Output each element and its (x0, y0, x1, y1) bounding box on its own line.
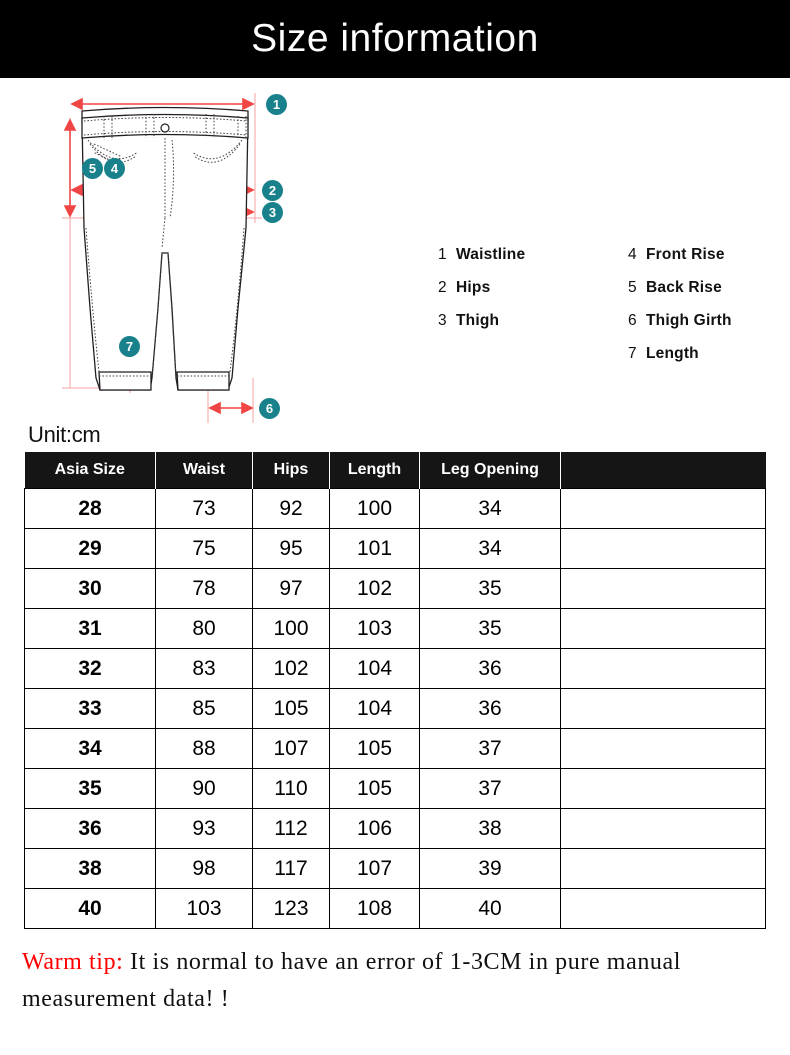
legend-number: 3 (438, 312, 447, 329)
cell-value: 35 (420, 609, 561, 649)
cell-value: 83 (156, 649, 253, 689)
diagram-badge-6: 6 (259, 398, 280, 419)
cell-value: 36 (420, 649, 561, 689)
cell-value: 103 (156, 889, 253, 929)
cell-value: 85 (156, 689, 253, 729)
cell-blank (561, 609, 766, 649)
measurement-diagram (0, 78, 420, 423)
cell-value: 37 (420, 769, 561, 809)
cell-value: 107 (330, 849, 420, 889)
cell-value: 112 (253, 809, 330, 849)
cell-value: 78 (156, 569, 253, 609)
cell-value: 105 (253, 689, 330, 729)
cell-value: 75 (156, 529, 253, 569)
cell-value: 110 (253, 769, 330, 809)
table-row (25, 769, 766, 809)
cell-blank (561, 889, 766, 929)
header-banner (0, 0, 790, 78)
cell-value: 90 (156, 769, 253, 809)
column-header-leg-opening: Leg Opening (420, 452, 561, 489)
cell-blank (561, 489, 766, 529)
size-chart-table (24, 452, 766, 929)
legend-item-front-rise (628, 238, 732, 271)
cell-value: 39 (420, 849, 561, 889)
warm-tip-note (22, 944, 774, 1018)
table-body (25, 489, 766, 929)
cell-value: 108 (330, 889, 420, 929)
cell-value: 105 (330, 769, 420, 809)
table-row (25, 849, 766, 889)
jeans-cuffs (99, 372, 229, 390)
cell-value: 34 (420, 489, 561, 529)
cell-value: 117 (253, 849, 330, 889)
warm-tip-label: Warm tip: (22, 949, 124, 975)
legend-label: Length (646, 345, 699, 362)
cell-value: 95 (253, 529, 330, 569)
column-header-asia-size: Asia Size (25, 452, 156, 489)
column-header-length: Length (330, 452, 420, 489)
cell-value: 73 (156, 489, 253, 529)
diagram-badge-1: 1 (266, 94, 287, 115)
column-header-hips: Hips (253, 452, 330, 489)
cell-asia-size: 29 (25, 529, 156, 569)
cell-blank (561, 809, 766, 849)
cell-blank (561, 649, 766, 689)
diagram-badge-4: 4 (104, 158, 125, 179)
legend-number: 7 (628, 345, 637, 362)
unit-label: Unit:cm (28, 422, 101, 447)
legend-number: 4 (628, 246, 637, 263)
cell-blank (561, 769, 766, 809)
cell-value: 102 (330, 569, 420, 609)
warm-tip-text: It is normal to have an error of 1-3CM in pure manual measurement data! ! (22, 949, 682, 1012)
legend-item-length (628, 337, 732, 370)
cell-blank (561, 529, 766, 569)
cell-value: 38 (420, 809, 561, 849)
table-header-row (25, 452, 766, 489)
cell-value: 98 (156, 849, 253, 889)
legend-item-thigh-girth (628, 304, 732, 337)
diagram-badge-5: 5 (82, 158, 103, 179)
cell-value: 80 (156, 609, 253, 649)
legend-item-thigh (438, 304, 525, 337)
table-row (25, 609, 766, 649)
cell-value: 34 (420, 529, 561, 569)
table-row (25, 649, 766, 689)
legend-label: Back Rise (646, 279, 722, 296)
cell-value: 88 (156, 729, 253, 769)
table-row (25, 809, 766, 849)
legend-column-right (628, 238, 732, 370)
cell-value: 123 (253, 889, 330, 929)
legend-number: 1 (438, 246, 447, 263)
table-row (25, 729, 766, 769)
cell-asia-size: 30 (25, 569, 156, 609)
jeans-button-icon (161, 124, 169, 132)
cell-value: 105 (330, 729, 420, 769)
cell-value: 106 (330, 809, 420, 849)
cell-value: 101 (330, 529, 420, 569)
cell-value: 97 (253, 569, 330, 609)
legend-label: Thigh (456, 312, 500, 329)
diagram-badge-2: 2 (262, 180, 283, 201)
cell-asia-size: 33 (25, 689, 156, 729)
cell-value: 36 (420, 689, 561, 729)
jeans-illustration-svg (0, 78, 420, 423)
legend-number: 6 (628, 312, 637, 329)
diagram-badge-7: 7 (119, 336, 140, 357)
table-row (25, 529, 766, 569)
page-title: Size information (251, 17, 539, 60)
cell-asia-size: 32 (25, 649, 156, 689)
legend-number: 2 (438, 279, 447, 296)
cell-blank (561, 729, 766, 769)
cell-value: 92 (253, 489, 330, 529)
column-header-waist: Waist (156, 452, 253, 489)
cell-value: 40 (420, 889, 561, 929)
cell-value: 107 (253, 729, 330, 769)
cell-asia-size: 28 (25, 489, 156, 529)
measurement-legend (430, 238, 780, 378)
cell-value: 104 (330, 689, 420, 729)
legend-label: Front Rise (646, 246, 725, 263)
legend-label: Thigh Girth (646, 312, 732, 329)
table-row (25, 689, 766, 729)
table-row (25, 569, 766, 609)
cell-blank (561, 689, 766, 729)
legend-column-left (438, 238, 525, 337)
legend-item-waistline (438, 238, 525, 271)
cell-asia-size: 40 (25, 889, 156, 929)
cell-value: 93 (156, 809, 253, 849)
cell-asia-size: 38 (25, 849, 156, 889)
cell-blank (561, 849, 766, 889)
table-row (25, 489, 766, 529)
column-header-blank (561, 452, 766, 489)
cell-value: 100 (253, 609, 330, 649)
cell-asia-size: 34 (25, 729, 156, 769)
legend-label: Waistline (456, 246, 526, 263)
table-row (25, 889, 766, 929)
legend-item-hips (438, 271, 525, 304)
cell-asia-size: 31 (25, 609, 156, 649)
cell-value: 104 (330, 649, 420, 689)
cell-value: 35 (420, 569, 561, 609)
cell-value: 103 (330, 609, 420, 649)
cell-value: 37 (420, 729, 561, 769)
diagram-badge-3: 3 (262, 202, 283, 223)
legend-number: 5 (628, 279, 637, 296)
legend-label: Hips (456, 279, 491, 296)
cell-value: 102 (253, 649, 330, 689)
cell-value: 100 (330, 489, 420, 529)
cell-asia-size: 35 (25, 769, 156, 809)
legend-item-back-rise (628, 271, 732, 304)
cell-asia-size: 36 (25, 809, 156, 849)
cell-blank (561, 569, 766, 609)
